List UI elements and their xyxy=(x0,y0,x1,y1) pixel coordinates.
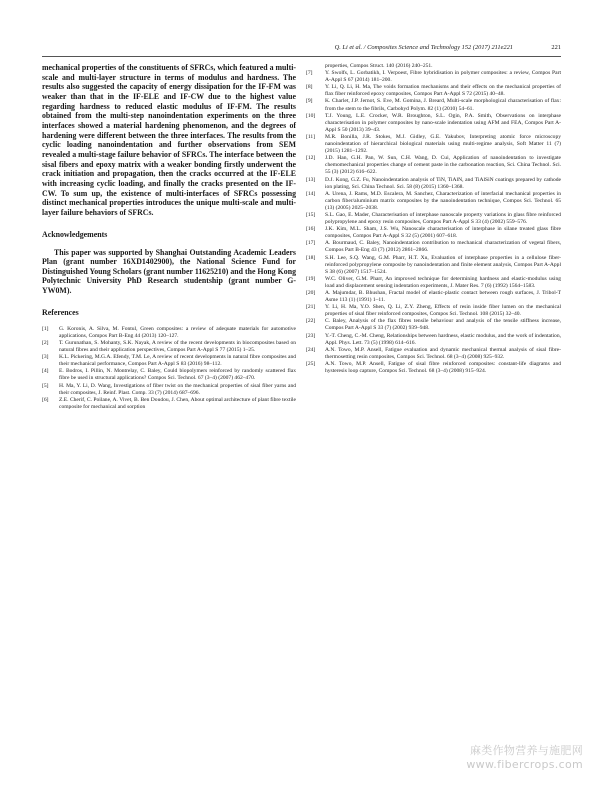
reference-text: M.R. Bonilla, J.R. Stokes, M.J. Gidley, G.E. Yakubov, Interpreting atomic force microscopy nanoindentation of hierarchical biological materials using multi-regime analysis, Soft Matter 11 (7) (2015) 1281–1292. xyxy=(325,133,561,155)
reference-item xyxy=(306,177,561,191)
reference-number: [4] xyxy=(42,368,49,375)
reference-number: [17] xyxy=(306,240,316,247)
right-column xyxy=(306,63,561,375)
reference-text: T.J. Young, L.E. Crocker, W.R. Broughton, S.L. Ogin, P.A. Smith, Observations on interphase characterisation in polymer composites by nano-scale indentation using AFM and FEA, Compos Part A-Appl S 50 (2013) 39–43. xyxy=(325,112,561,133)
reference-text: G. Koronis, A. Silva, M. Fontul, Green composites: a review of adequate materials for automotive applications, Compos Part B-Eng 44 (2013) 120–127. xyxy=(59,325,296,339)
reference-number: [9] xyxy=(306,98,313,105)
reference-text: Y.-T. Cheng, C.-M. Cheng, Relationships between hardness, elastic modulus, and the work of indentation, Appl. Phys. Lett. 73 (5) (1998) 614–616. xyxy=(325,332,561,346)
reference-item xyxy=(306,333,561,347)
reference-number: [10] xyxy=(306,112,316,119)
reference-text: S.L. Gao, E. Mader, Characterisation of interphase nanoscale property variations in glass fibre reinforced polypropylene and epoxy resin composites, Compos Part A-Appl S 33 (4) (2002) 559–576. xyxy=(325,211,561,226)
reference-item xyxy=(42,397,296,411)
reference-text: Z.E. Cherif, C. Poilane, A. Vivet, B. Ben Doudou, J. Chen, About optimal architecture of plant fibre textile composite for mechanical and sorption xyxy=(59,396,296,410)
reference-item xyxy=(306,318,561,332)
reference-text: A. Bourmaud, C. Baley, Nanoindentation contribution to mechanical characterization of vegetal fibers, Compos Part B-Eng 43 (7) (2012) 2861–2866. xyxy=(325,240,561,254)
reference-number: [7] xyxy=(306,70,313,77)
header-rule xyxy=(42,56,561,57)
reference-text: A.N. Towo, M.P. Ansell, Fatigue evaluation and dynamic mechanical thermal analysis of sisal fibre-thermosetting resin composites, Compos Sci. Technol. 68 (3–4) (2008) 925–932. xyxy=(325,346,561,360)
watermark-line-2: www.fibercrops.com xyxy=(466,758,583,771)
reference-number: [15] xyxy=(306,211,316,218)
reference-item xyxy=(306,361,561,375)
reference-item xyxy=(42,354,296,368)
reference-item xyxy=(306,84,561,98)
running-header xyxy=(42,44,561,56)
reference-number: [25] xyxy=(306,360,316,367)
reference-text: S.H. Lee, S.Q. Wang, G.M. Pharr, H.T. Xu, Evaluation of interphase properties in a cellulose fiber-reinforced polypropylene composite by nanoindentation and finite element analysis, Compos Part A-Appl S 38 (6) (2007) 1517–1524. xyxy=(325,254,561,275)
reference-number: [13] xyxy=(306,176,316,183)
reference-item xyxy=(306,240,561,254)
reference-number: [24] xyxy=(306,346,316,353)
reference-text: T. Gurunathan, S. Mohanty, S.K. Nayak, A review of the recent developments in biocomposites based on natural fibres and their application perspectives, Compos Part A-Appl S 77 (2015) 1–25. xyxy=(59,339,296,354)
reference-text: J.D. Han, G.H. Pan, W. Sun, C.H. Wang, D. Cui, Application of nanoindentation to investigate chemomechanical properties change of cement paste in the carbonation reaction, Sci. China Technol. Sci. 55 (3) (2012) 616–622. xyxy=(325,155,561,176)
reference-number: [21] xyxy=(306,304,316,311)
reference-number: [11] xyxy=(306,133,316,140)
running-title: Q. Li et al. / Composites Science and Technology 152 (2017) 211e221 xyxy=(334,44,513,51)
reference-number: [16] xyxy=(306,226,316,233)
reference-text: H. Ma, Y. Li, D. Wang, Investigations of fiber twist on the mechanical properties of sisal fiber yarns and their composites, J. Reinf. Plast. Comp. 33 (7) (2014) 687–696. xyxy=(59,382,296,396)
reference-text: Y. Li, Q. Li, H. Ma, The voids formation mechanisms and their effects on the mechanical properties of flax fiber reinforced epoxy composites, Compos Part A-Appl S 72 (2015) 40–48. xyxy=(325,84,561,98)
reference-text: D.J. Kong, G.Z. Fu, Nanoindentation analysis of TiN, TiAlN, and TiAlSiN coatings prepared by cathode ion plating, Sci. China Technol. Sci. 58 (8) (2015) 1360–1368. xyxy=(325,176,561,190)
reference-item xyxy=(306,98,561,112)
watermark-line-1: 麻类作物营养与施肥网 xyxy=(470,744,583,757)
reference-item xyxy=(42,340,296,354)
reference-item xyxy=(42,326,296,340)
reference-item xyxy=(306,113,561,134)
reference-text: W.C. Oliver, G.M. Pharr, An improved technique for determining hardness and elastic-modulus using load and displacement sensing indentation experiments, J. Mater Res. 7 (6) (1992) 1564–1583. xyxy=(325,275,561,289)
left-column xyxy=(42,63,296,411)
reference-number: [3] xyxy=(42,354,49,361)
reference-text: K. Charlet, J.P. Jernot, S. Eve, M. Gomina, J. Breard, Multi-scale morphological characterisation of flax: from the stem to the fibrils, Carbohyd Polym. 82 (1) (2010) 54–61. xyxy=(325,98,561,112)
reference-number: [8] xyxy=(306,84,313,91)
reference-text: A.N. Towo, M.P. Ansell, Fatigue of sisal fibre reinforced composites: constant-life diagrams and hysteresis loop capture, Compos Sci. Technol. 68 (3–4) (2008) 915–924. xyxy=(325,360,561,375)
reference-item xyxy=(306,347,561,361)
reference-number: [6] xyxy=(42,396,49,403)
page-number: 221 xyxy=(551,44,561,51)
conclusion-paragraph: mechanical properties of the constituents of SFRCs, which featured a multi-scale and multi-layer structure in terms of modulus and hardness. The results also suggested the capacity of energy dissipation for the IF-FM was weaker than that in the IF-ELE and IF-CW due to the highest value regarding hardness to reduced elastic modulus of IF-FM. The results obtained from the multi-step nanoindentation experiments on the three interfaces showed a material hardening phenomenon, and the degrees of hardening were different between the three interfaces. The results from the cyclic loading nanoindentation and further observations from SEM revealed a multi-stage failure behavior of SFRCs. The interface between the sisal fibers and epoxy matrix with a weaker bonding firstly underwent the crack initiation and propagation, then the cracks occurred at the IF-ELE with increasing cyclic loading, and finally the cracks presented on the IF-CW. To sum up, the existence of multi-interfaces of SFRCs possessing distinct mechanical properties introduces the unique multi-scale and multi-layer failure behaviors of SFRCs. xyxy=(42,63,296,217)
reference-text: A. Urena, J. Rams, M.D. Escalera, M. Sanchez, Characterization of interfacial mechanical properties in carbon fiber/aluminium matrix composites by the nanoindentation technique, Compos Sci. Technol. 65 (13) (2005) 2025–2038. xyxy=(325,190,561,211)
reference-item xyxy=(42,383,296,397)
reference-number: [18] xyxy=(306,254,316,261)
reference-number: [14] xyxy=(306,190,316,197)
reference-number: [22] xyxy=(306,318,316,325)
reference-number: [5] xyxy=(42,382,49,389)
reference-number: [20] xyxy=(306,290,316,296)
reference-number: [1] xyxy=(42,325,49,332)
reference-text: E. Bodros, I. Pillin, N. Montrelay, C. Baley, Could biopolymers reinforced by randomly scattered flax fibre be used in structural applications? Compos Sci. Technol. 67 (3–4) (2007) 462–470. xyxy=(59,368,296,382)
reference-item xyxy=(306,191,561,212)
reference-text: properties, Compos Struct. 140 (2016) 240–251. xyxy=(325,63,433,69)
reference-number: [12] xyxy=(306,155,316,162)
references-heading: References xyxy=(42,307,79,317)
reference-item xyxy=(42,368,296,382)
reference-item xyxy=(306,70,561,84)
reference-number: [23] xyxy=(306,332,316,339)
reference-text: Y. Swolfs, L. Gorbatikh, I. Verpoest, Fibre hybridisation in polymer composites: a review, Compos Part A-Appl S 67 (2014) 181–200. xyxy=(325,70,561,84)
reference-list-left xyxy=(42,326,296,411)
reference-text: Y. Li, H. Ma, Y.O. Shen, Q. Li, Z.Y. Zheng, Effects of resin inside fiber lumen on the mechanical properties of sisal fiber reinforced composites, Compos Sci. Technol. 108 (2015) 32–40. xyxy=(325,304,561,318)
reference-item xyxy=(306,276,561,290)
reference-text: K.L. Pickering, M.G.A. Efendy, T.M. Le, A review of recent developments in natural fibre composites and their mechanical performance, Compos Part A-Appl S 83 (2016) 98–112. xyxy=(59,354,296,368)
acknowledgements-paragraph: This paper was supported by Shanghai Outstanding Academic Leaders Plan (grant number 16XD1402900), the National Science Fund for Distinguished Young Scholars (grant number 11625210) and the Hong Kong Polytechnic University PhD Research studentship (grant number G-YW0M). xyxy=(42,247,296,296)
reference-item xyxy=(306,134,561,155)
reference-item xyxy=(306,226,561,240)
reference-item xyxy=(306,290,561,304)
reference-number: [2] xyxy=(42,339,49,346)
reference-item xyxy=(306,155,561,176)
reference-list-right xyxy=(306,63,561,375)
acknowledgements-heading: Acknowledgements xyxy=(42,229,108,239)
reference-item xyxy=(306,304,561,318)
reference-text: C. Baley, Analysis of the flax fibres tensile behaviour and analysis of the tensile stiffness increase, Compos Part A-Appl S 33 (7) (2002) 939–948. xyxy=(325,318,561,332)
site-watermark xyxy=(466,744,583,772)
reference-text: J.K. Kim, M.L. Sham, J.S. Wu, Nanoscale characterisation of interphase in silane treated glass fibre composites, Compos Part A-Appl S 32 (5) (2001) 607–618. xyxy=(325,226,561,240)
reference-item xyxy=(306,255,561,276)
reference-text: A. Majumdar, B. Bhushan, Fractal model of elastic-plastic contact between rough surfaces, J. Tribol-T Asme 113 (1) (1991) 1–11. xyxy=(325,290,561,304)
reference-number: [19] xyxy=(306,275,316,282)
reference-item xyxy=(306,212,561,226)
